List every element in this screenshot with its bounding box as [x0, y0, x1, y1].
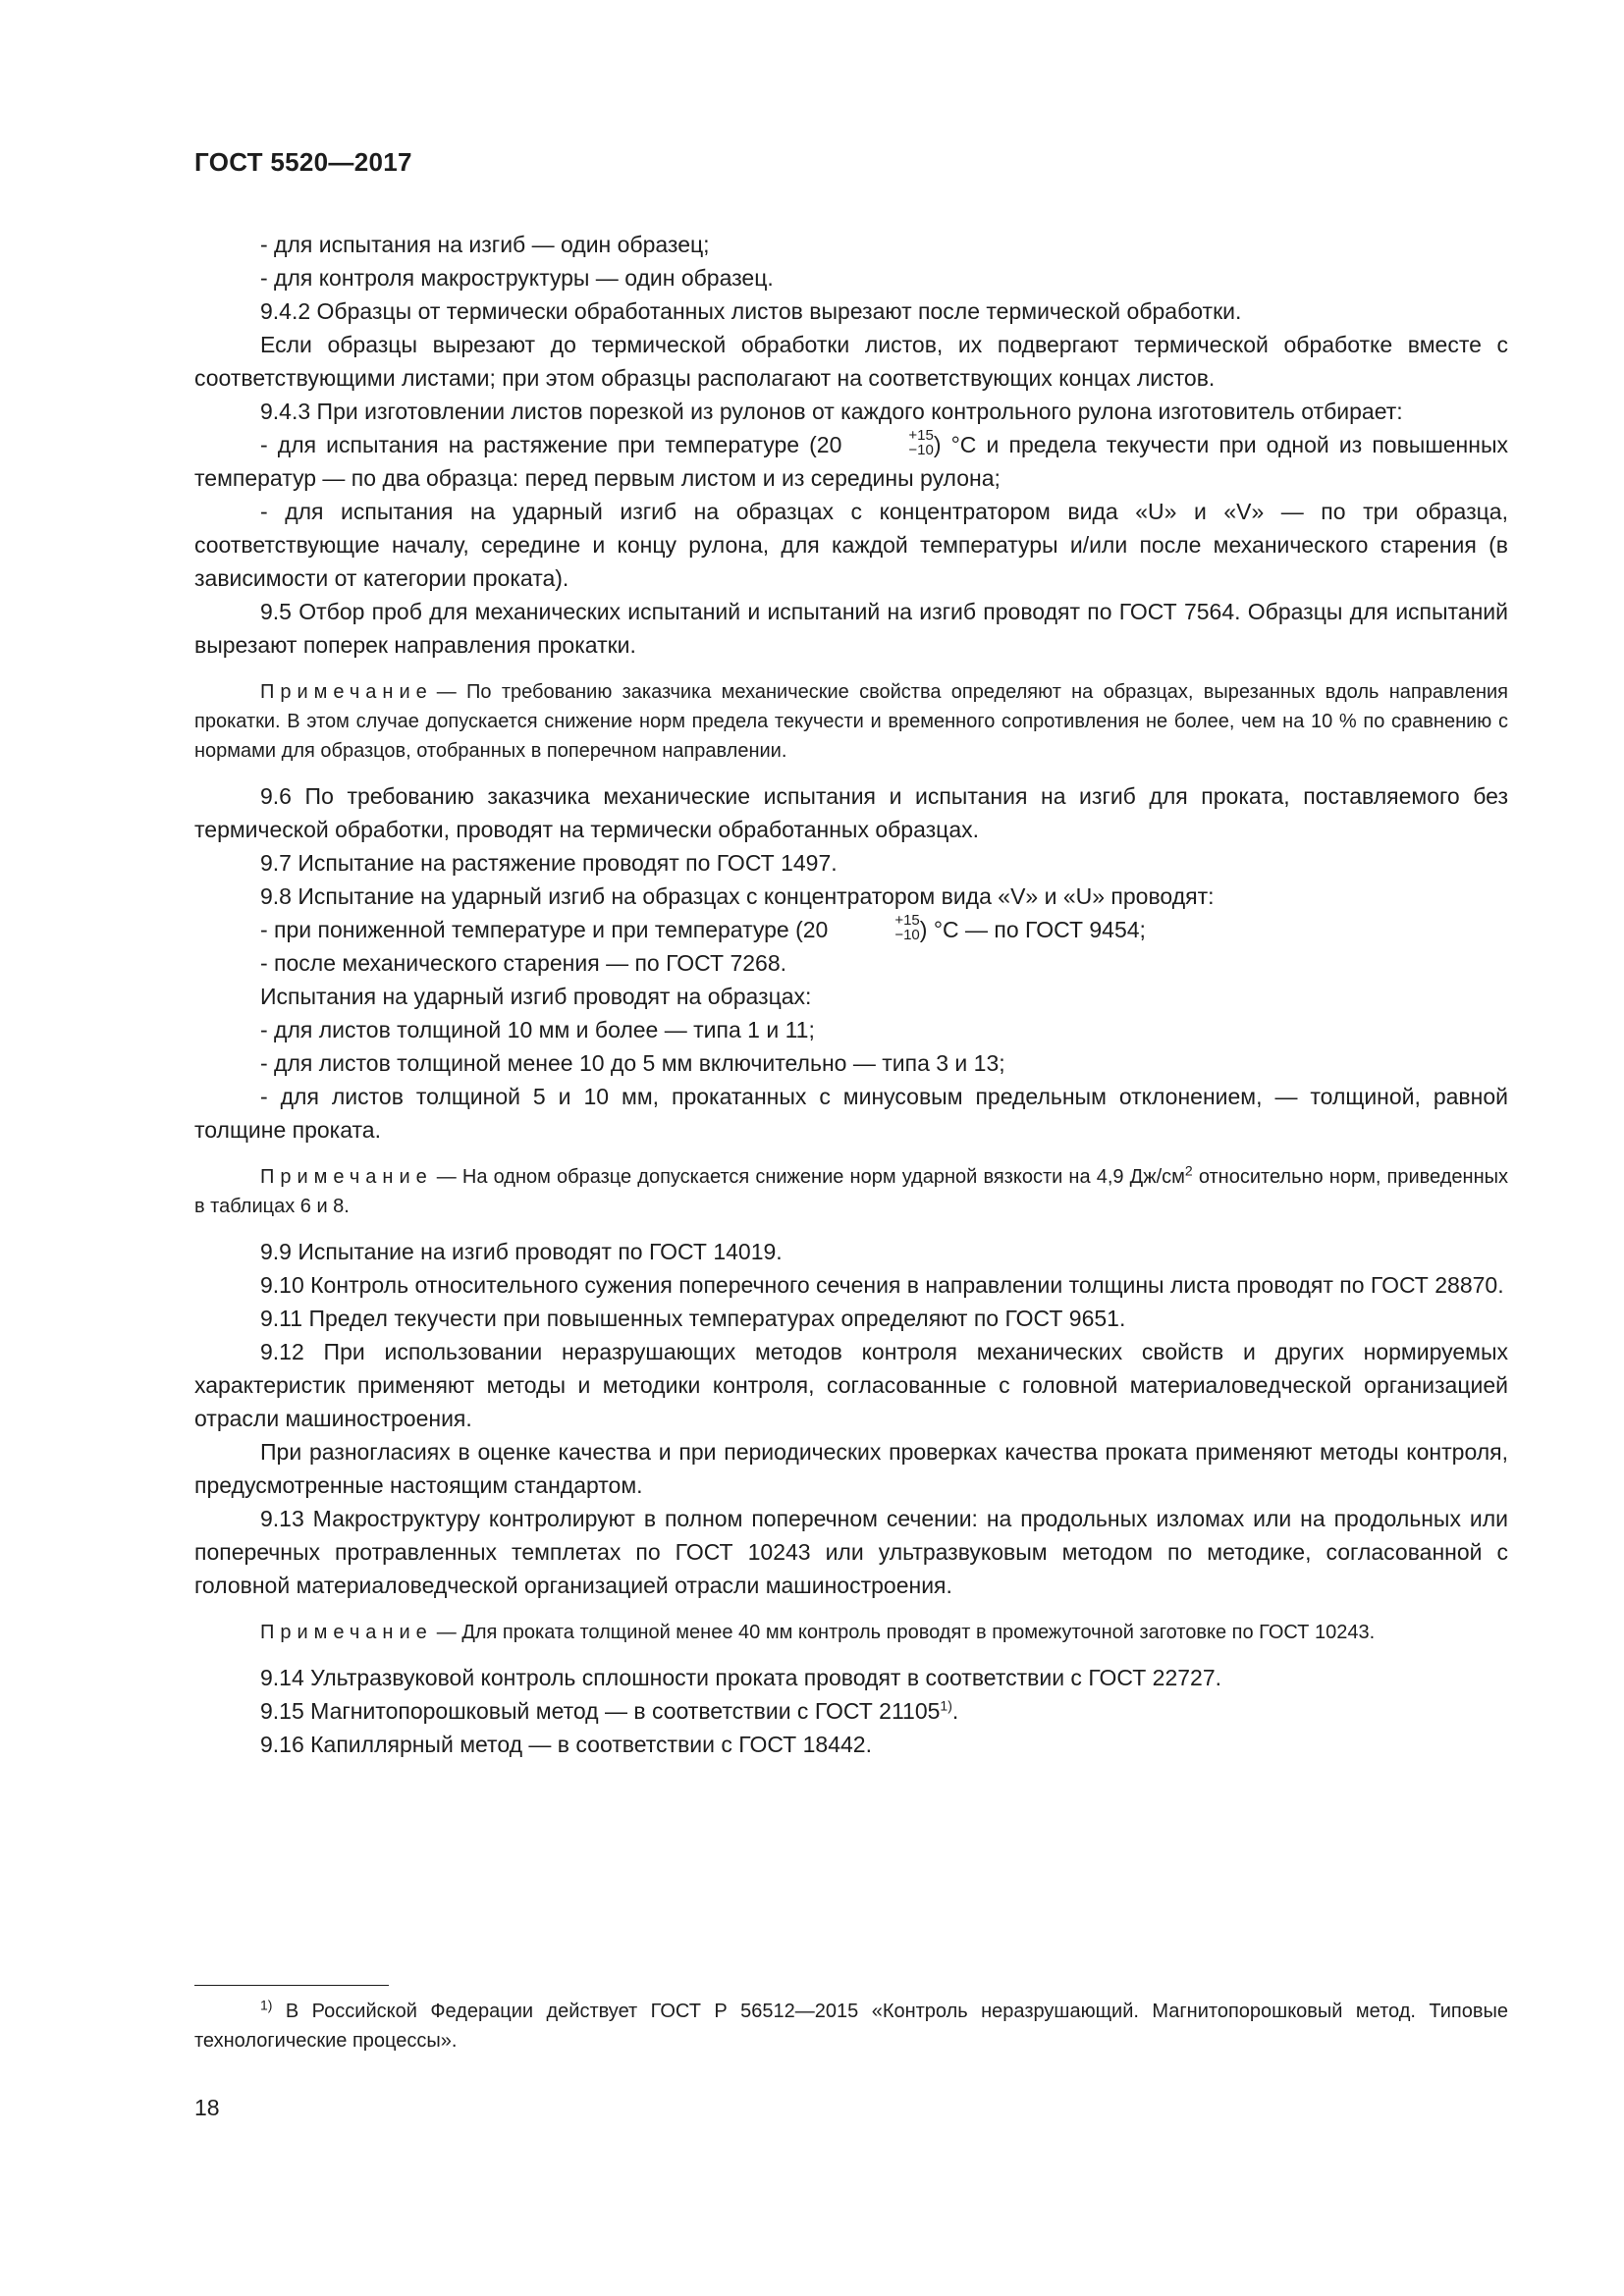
paragraph: Если образцы вырезают до термической обработки листов, их подвергают термической обработке вместе с соответствующими листами; при этом образцы располагают на соответствующих концах листов. [194, 332, 1508, 391]
superscript: 2 [1184, 1162, 1193, 1179]
paragraph-text: . [951, 1698, 959, 1724]
tolerance [842, 428, 933, 457]
footnote-reference: 1) [940, 1697, 952, 1714]
paragraph: 9.13 Макроструктуру контролируют в полном поперечном сечении: на продольных изломах или на продольных или поперечных протравленных темплетах по ГОСТ 10243 или ультразвуковым методом по методике, согласованной с головной материаловедческой организацией отрасли машиностроения. [194, 1506, 1508, 1598]
page-number: 18 [194, 2095, 220, 2120]
paragraph [194, 913, 1508, 946]
paragraph: 9.5 Отбор проб для механических испытаний и испытаний на изгиб проводят по ГОСТ 7564. Образцы для испытаний вырезают поперек направления прокатки. [194, 599, 1508, 658]
paragraph-text: ) °С и предела текучести при одной из повышенных температур — по два образца: перед первым листом и из середины рулона; [194, 432, 1508, 491]
paragraph: 9.4.2 Образцы от термически обработанных листов вырезают после термической обработки. [260, 298, 1242, 324]
paragraph-text: - для испытания на растяжение при температуре (20 [260, 432, 842, 457]
paragraph: - для испытания на изгиб — один образец; [260, 232, 710, 257]
footnote-marker: 1) [260, 1997, 273, 2013]
paragraph: Испытания на ударный изгиб проводят на образцах: [260, 984, 812, 1009]
note-label: Примечание [260, 1166, 433, 1188]
note-text: — По требованию заказчика механические свойства определяют на образцах, вырезанных вдоль направления прокатки. В этом случае допускается снижение норм предела текучести и временного сопротивления не более, чем на 10 % по сравнению с нормами для образцов, отобранных в поперечном направлении. [194, 681, 1508, 762]
paragraph: - для листов толщиной 5 и 10 мм, прокатанных с минусовым предельным отклонением, — толщиной, равной толщине проката. [194, 1084, 1508, 1143]
paragraph: 9.11 Предел текучести при повышенных температурах определяют по ГОСТ 9651. [260, 1306, 1126, 1331]
tolerance-lower: −10 [908, 441, 934, 458]
tolerance-upper: +15 [894, 911, 920, 929]
paragraph-text: ) °С — по ГОСТ 9454; [919, 917, 1146, 942]
tolerance [829, 913, 919, 942]
paragraph: 9.6 По требованию заказчика механические испытания и испытания на изгиб для проката, поставляемого без термической обработки, проводят на термически обработанных образцах. [194, 783, 1508, 842]
note [194, 1162, 1508, 1221]
note-label: Примечание [260, 681, 433, 703]
main-text [194, 228, 1508, 1761]
note [194, 677, 1508, 766]
footnote-divider [194, 1985, 389, 1986]
paragraph: 9.10 Контроль относительного сужения поперечного сечения в направлении толщины листа проводят по ГОСТ 28870. [260, 1272, 1504, 1298]
paragraph: - для испытания на ударный изгиб на образцах с концентратором вида «U» и «V» — по три образца, соответствующие началу, середине и концу рулона, для каждой температуры и/или после механического старения (в зависимости от категории проката). [194, 499, 1508, 591]
paragraph-text: 9.15 Магнитопорошковый метод — в соответствии с ГОСТ 21105 [260, 1698, 941, 1724]
note-text: — Для проката толщиной менее 40 мм контроль проводят в промежуточной заготовке по ГОСТ 10243. [436, 1622, 1376, 1643]
paragraph: - после механического старения — по ГОСТ 7268. [260, 950, 786, 976]
note-label: Примечание [260, 1622, 433, 1643]
document-header: ГОСТ 5520—2017 [194, 147, 412, 177]
paragraph-text: - при пониженной температуре и при температуре (20 [260, 917, 829, 942]
paragraph: - для листов толщиной 10 мм и более — типа 1 и 11; [260, 1017, 815, 1042]
note-text: относительно норм, приведенных в таблицах 6 и 8. [194, 1166, 1508, 1217]
footnote-text: В Российской Федерации действует ГОСТ Р 56512—2015 «Контроль неразрушающий. Магнитопорошковый метод. Типовые технологические процессы». [194, 2001, 1508, 2052]
paragraph: 9.16 Капиллярный метод — в соответствии с ГОСТ 18442. [260, 1732, 872, 1757]
paragraph: 9.4.3 При изготовлении листов порезкой из рулонов от каждого контрольного рулона изготовитель отбирает: [260, 399, 1403, 424]
paragraph: 9.8 Испытание на ударный изгиб на образцах с концентратором вида «V» и «U» проводят: [260, 883, 1215, 909]
footnote [194, 1997, 1508, 2056]
note-text: — На одном образце допускается снижение норм ударной вязкости на 4,9 Дж/см [436, 1166, 1185, 1188]
paragraph [194, 1694, 1508, 1728]
paragraph: 9.9 Испытание на изгиб проводят по ГОСТ 14019. [260, 1239, 783, 1264]
paragraph: 9.14 Ультразвуковой контроль сплошности проката проводят в соответствии с ГОСТ 22727. [260, 1665, 1222, 1690]
paragraph: - для контроля макроструктуры — один образец. [260, 265, 774, 291]
paragraph: 9.12 При использовании неразрушающих методов контроля механических свойств и других нормируемых характеристик применяют методы и методики контроля, согласованные с головной материаловедческой организацией отрасли машиностроения. [194, 1339, 1508, 1431]
note [194, 1618, 1508, 1647]
paragraph: При разногласиях в оценке качества и при периодических проверках качества проката применяют методы контроля, предусмотренные настоящим стандартом. [194, 1439, 1508, 1498]
tolerance-upper: +15 [908, 426, 934, 444]
tolerance-lower: −10 [894, 926, 920, 943]
paragraph: 9.7 Испытание на растяжение проводят по ГОСТ 1497. [260, 850, 838, 876]
paragraph [194, 428, 1508, 495]
paragraph: - для листов толщиной менее 10 до 5 мм включительно — типа 3 и 13; [260, 1050, 1005, 1076]
